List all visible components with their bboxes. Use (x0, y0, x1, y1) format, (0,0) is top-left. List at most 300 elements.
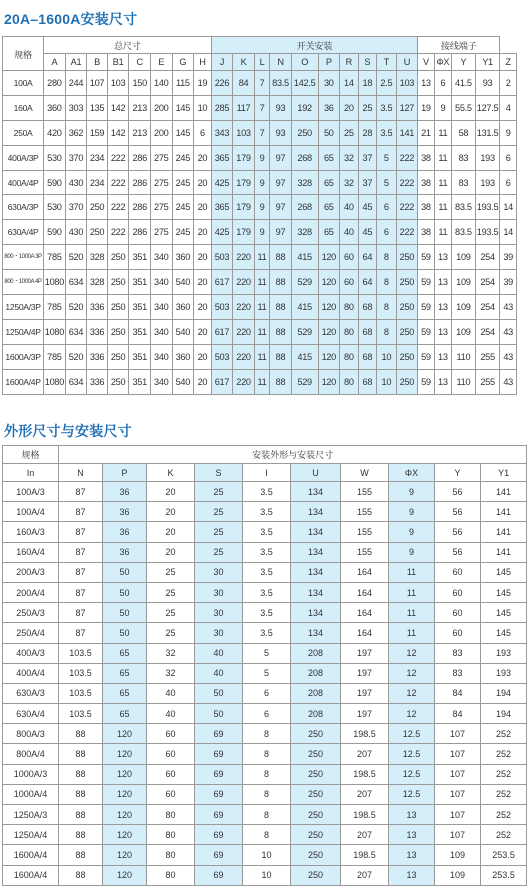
table-cell: 10 (377, 344, 397, 369)
table-cell: 10 (243, 865, 291, 885)
table-cell: 145 (172, 95, 194, 120)
table-cell: 351 (129, 369, 151, 394)
table-cell: 103 (396, 71, 418, 96)
table-cell: 220 (233, 369, 255, 394)
outline-size-table (2, 445, 527, 886)
table-row (3, 582, 527, 602)
table-cell: 193.5 (475, 195, 500, 220)
table-row (3, 643, 527, 663)
table-cell: 107 (435, 764, 481, 784)
table-cell: 245 (172, 220, 194, 245)
table-cell: 30 (195, 623, 243, 643)
table-cell: 45 (358, 220, 377, 245)
table-row (3, 502, 527, 522)
table-cell: 20 (194, 245, 212, 270)
table-cell: 1080 (44, 270, 66, 295)
table-cell: 13 (389, 845, 435, 865)
table-cell: 6 (243, 683, 291, 703)
table-cell: 286 (129, 170, 151, 195)
table-cell: 340 (150, 369, 172, 394)
table-cell: 11 (434, 145, 451, 170)
table-cell: 12.5 (389, 764, 435, 784)
table-cell: 245 (172, 195, 194, 220)
table-cell: 365 (211, 145, 233, 170)
table-cell: 117 (233, 95, 255, 120)
table-cell: 20 (194, 295, 212, 320)
table-cell: 617 (211, 369, 233, 394)
table-cell: 3.5 (243, 562, 291, 582)
table-cell: 286 (129, 220, 151, 245)
table-cell: 50 (103, 623, 147, 643)
table-cell: 56 (435, 542, 481, 562)
col-header: L (254, 54, 269, 71)
col-header: K (147, 464, 195, 482)
table-cell: 220 (233, 245, 255, 270)
table-cell: 69 (195, 764, 243, 784)
table-cell: 370 (65, 145, 87, 170)
table-cell: 193 (475, 170, 500, 195)
table-cell: 250 (396, 295, 418, 320)
table-cell: 351 (129, 319, 151, 344)
table-cell: 83 (452, 170, 476, 195)
table-cell: 9 (254, 145, 269, 170)
table-cell: 634 (65, 369, 87, 394)
table-cell: 25 (147, 603, 195, 623)
table-cell: 9 (389, 542, 435, 562)
table-cell: 13 (434, 270, 451, 295)
table-cell: 250 (291, 724, 341, 744)
row-spec: 160A (3, 95, 44, 120)
col-header: R (340, 54, 359, 71)
table-cell: 12 (389, 704, 435, 724)
table-cell: 83 (435, 663, 481, 683)
table-cell: 109 (435, 865, 481, 885)
table-cell: 141 (481, 502, 527, 522)
col-header: G (172, 54, 194, 71)
table-cell: 220 (233, 344, 255, 369)
table-cell: 80 (340, 319, 359, 344)
table-cell: 6 (243, 704, 291, 724)
table-cell: 12.5 (389, 724, 435, 744)
table-row (3, 805, 527, 825)
table-cell: 617 (211, 319, 233, 344)
terminal-header: 接线端子 (418, 37, 500, 54)
table-cell: 3.5 (377, 120, 397, 145)
table-cell: 20 (194, 344, 212, 369)
row-spec: 1250A/3P (3, 295, 44, 320)
table-cell: 11 (254, 295, 269, 320)
table-cell: 68 (358, 295, 377, 320)
table-cell: 222 (396, 145, 418, 170)
table-cell: 145 (481, 582, 527, 602)
table-cell: 107 (87, 71, 108, 96)
table-row (3, 845, 527, 865)
table-cell: 30 (318, 71, 340, 96)
table-cell: 65 (318, 145, 340, 170)
table-cell: 135 (87, 95, 108, 120)
table-cell: 39 (500, 270, 517, 295)
row-spec: 1000A/4 (3, 784, 59, 804)
table-cell: 32 (340, 145, 359, 170)
table-cell: 8 (243, 805, 291, 825)
table-cell: 634 (65, 319, 87, 344)
table-cell: 69 (195, 724, 243, 744)
overall-size-header: 总尺寸 (44, 37, 212, 54)
table-cell: 9 (254, 220, 269, 245)
table-row (3, 295, 517, 320)
row-spec: 250A/3 (3, 603, 59, 623)
table-cell: 64 (358, 245, 377, 270)
table-cell: 28 (358, 120, 377, 145)
table-cell: 234 (87, 145, 108, 170)
table-cell: 32 (147, 663, 195, 683)
table-cell: 250 (107, 270, 129, 295)
table-cell: 5 (377, 145, 397, 170)
table-cell: 303 (65, 95, 87, 120)
table-cell: 617 (211, 270, 233, 295)
table-cell: 370 (65, 195, 87, 220)
table-cell: 127.5 (475, 95, 500, 120)
col-header: B1 (107, 54, 129, 71)
table-cell: 197 (341, 643, 389, 663)
col-header: ΦX (434, 54, 451, 71)
table-cell: 8 (377, 295, 397, 320)
table-cell: 250 (291, 825, 341, 845)
col-header: H (194, 54, 212, 71)
table-row (3, 245, 517, 270)
table-row (3, 319, 517, 344)
table-cell: 1080 (44, 369, 66, 394)
table-row (3, 95, 517, 120)
table-cell: 286 (129, 145, 151, 170)
table-cell: 336 (87, 295, 108, 320)
table-cell: 7 (254, 71, 269, 96)
table-cell: 80 (147, 845, 195, 865)
col-header: N (270, 54, 292, 71)
col-header: W (341, 464, 389, 482)
table-cell: 785 (44, 295, 66, 320)
table-cell: 80 (340, 369, 359, 394)
table-cell: 529 (291, 369, 318, 394)
table-cell: 340 (150, 270, 172, 295)
table-cell: 115 (172, 71, 194, 96)
row-spec: 200A/4 (3, 582, 59, 602)
table-cell: 8 (377, 270, 397, 295)
table-cell: 25 (358, 95, 377, 120)
table-cell: 245 (172, 170, 194, 195)
table-cell: 69 (195, 845, 243, 865)
table-cell: 80 (340, 295, 359, 320)
table-cell: 120 (103, 744, 147, 764)
table-cell: 120 (318, 344, 340, 369)
row-spec: 1600A/4P (3, 369, 44, 394)
table-cell: 83.5 (270, 71, 292, 96)
table-cell: 83 (452, 145, 476, 170)
table-cell: 6 (500, 170, 517, 195)
table-cell: 88 (270, 270, 292, 295)
col-header: O (291, 54, 318, 71)
table-cell: 220 (233, 270, 255, 295)
table-cell: 3.5 (243, 542, 291, 562)
table-cell: 208 (291, 683, 341, 703)
table-cell: 197 (341, 704, 389, 724)
table-cell: 50 (195, 704, 243, 724)
table-cell: 207 (341, 744, 389, 764)
table-cell: 207 (341, 825, 389, 845)
table-cell: 68 (358, 344, 377, 369)
table-cell: 20 (194, 220, 212, 245)
table-cell: 107 (435, 744, 481, 764)
table-cell: 200 (150, 120, 172, 145)
table-cell: 362 (65, 120, 87, 145)
table-cell: 65 (103, 663, 147, 683)
table-cell: 84 (435, 683, 481, 703)
table-cell: 103 (107, 71, 129, 96)
row-spec: 630A/4P (3, 220, 44, 245)
table-cell: 10 (194, 95, 212, 120)
table-cell: 56 (435, 522, 481, 542)
table-cell: 285 (211, 95, 233, 120)
table-cell: 222 (107, 195, 129, 220)
table-cell: 59 (418, 270, 434, 295)
table-cell: 37 (358, 145, 377, 170)
table-cell: 80 (147, 805, 195, 825)
table-cell: 40 (340, 195, 359, 220)
table-cell: 25 (340, 120, 359, 145)
table-cell: 88 (270, 369, 292, 394)
row-spec: 800・1000A 3P (3, 245, 44, 270)
table-cell: 142 (107, 95, 129, 120)
table-cell: 141 (481, 542, 527, 562)
table-cell: 415 (291, 245, 318, 270)
table-cell: 120 (318, 295, 340, 320)
table-cell: 107 (435, 784, 481, 804)
table-cell: 38 (418, 195, 434, 220)
row-spec: 800A/3 (3, 724, 59, 744)
table-cell: 13 (389, 865, 435, 885)
table-cell: 9 (434, 95, 451, 120)
row-spec: 250A (3, 120, 44, 145)
table-cell: 9 (389, 482, 435, 502)
table-cell: 198.5 (341, 724, 389, 744)
table-cell: 59 (418, 344, 434, 369)
table-cell: 194 (481, 704, 527, 724)
table-cell: 55.5 (452, 95, 476, 120)
table-cell: 244 (65, 71, 87, 96)
switch-mount-header: 开关安装 (211, 37, 418, 54)
table-cell: 20 (147, 542, 195, 562)
table-cell: 20 (194, 270, 212, 295)
table-cell: 328 (291, 170, 318, 195)
table-cell: 9 (254, 170, 269, 195)
table-cell: 255 (475, 369, 500, 394)
table-cell: 10 (243, 845, 291, 865)
table-cell: 430 (65, 220, 87, 245)
table-cell: 88 (270, 295, 292, 320)
table-cell: 254 (475, 295, 500, 320)
table-cell: 19 (418, 95, 434, 120)
table-cell: 68 (358, 319, 377, 344)
table-cell: 268 (291, 145, 318, 170)
row-spec: 400A/3 (3, 643, 59, 663)
table-cell: 3.5 (243, 582, 291, 602)
table-cell: 68 (358, 369, 377, 394)
table-cell: 50 (318, 120, 340, 145)
installation-size-table (2, 36, 517, 395)
table-cell: 222 (396, 170, 418, 195)
table-cell: 179 (233, 145, 255, 170)
table-cell: 179 (233, 170, 255, 195)
table-cell: 13 (434, 369, 451, 394)
table-cell: 213 (129, 120, 151, 145)
table-cell: 253.5 (481, 865, 527, 885)
table-cell: 20 (194, 319, 212, 344)
table-row (3, 784, 527, 804)
table-cell: 145 (481, 603, 527, 623)
table-cell: 145 (172, 120, 194, 145)
table-cell: 4 (500, 95, 517, 120)
table-cell: 9 (500, 120, 517, 145)
table-cell: 107 (435, 805, 481, 825)
table-cell: 360 (172, 245, 194, 270)
table-row (3, 369, 517, 394)
table-cell: 134 (291, 623, 341, 643)
table-cell: 120 (318, 245, 340, 270)
table-cell: 87 (59, 502, 103, 522)
table-cell: 25 (195, 522, 243, 542)
table-row (3, 145, 517, 170)
table-cell: 785 (44, 344, 66, 369)
col-header: Y1 (481, 464, 527, 482)
row-spec: 630A/3P (3, 195, 44, 220)
table1-title: 20A–1600A安装尺寸 (4, 11, 138, 27)
table-cell: 1080 (44, 319, 66, 344)
table-cell: 6 (377, 220, 397, 245)
table-cell: 80 (147, 865, 195, 885)
table-cell: 142 (107, 120, 129, 145)
table-cell: 43 (500, 344, 517, 369)
table-row (3, 562, 527, 582)
table-cell: 222 (396, 195, 418, 220)
table-cell: 250 (291, 120, 318, 145)
table-cell: 145 (481, 562, 527, 582)
table-cell: 60 (147, 764, 195, 784)
row-spec: 400A/4 (3, 663, 59, 683)
table-cell: 87 (59, 603, 103, 623)
col-header: B (87, 54, 108, 71)
table-cell: 634 (65, 270, 87, 295)
col-header: ΦX (389, 464, 435, 482)
table-cell: 155 (341, 522, 389, 542)
table-cell: 255 (475, 344, 500, 369)
col-header: A1 (65, 54, 87, 71)
table-cell: 208 (291, 704, 341, 724)
table-cell: 252 (481, 825, 527, 845)
col-header: N (59, 464, 103, 482)
table-cell: 250 (396, 245, 418, 270)
table-row (3, 663, 527, 683)
table-cell: 13 (434, 319, 451, 344)
table-cell: 65 (318, 170, 340, 195)
table-cell: 8 (243, 825, 291, 845)
table-cell: 14 (500, 195, 517, 220)
table-cell: 250 (107, 245, 129, 270)
col-header: A (44, 54, 66, 71)
table-cell: 50 (103, 603, 147, 623)
col-header: P (318, 54, 340, 71)
table-cell: 87 (59, 482, 103, 502)
table-cell: 415 (291, 295, 318, 320)
table-cell: 360 (44, 95, 66, 120)
table-cell: 9 (389, 502, 435, 522)
table-cell: 110 (452, 369, 476, 394)
table-cell: 120 (318, 270, 340, 295)
table-cell: 252 (481, 744, 527, 764)
table-cell: 109 (452, 295, 476, 320)
table-cell: 590 (44, 220, 66, 245)
table-cell: 83.5 (452, 220, 476, 245)
table-cell: 13 (434, 245, 451, 270)
table-cell: 254 (475, 270, 500, 295)
table-cell: 59 (418, 245, 434, 270)
table-cell: 3.5 (243, 623, 291, 643)
table-cell: 30 (195, 582, 243, 602)
table-cell: 530 (44, 195, 66, 220)
table-cell: 20 (194, 369, 212, 394)
table-row (3, 724, 527, 744)
table-cell: 12 (389, 643, 435, 663)
table-cell: 250 (291, 764, 341, 784)
table-cell: 80 (147, 825, 195, 845)
table-cell: 222 (107, 220, 129, 245)
table-cell: 198.5 (341, 764, 389, 784)
table-cell: 194 (481, 683, 527, 703)
table-cell: 87 (59, 582, 103, 602)
table-cell: 142.5 (291, 71, 318, 96)
table-cell: 12.5 (389, 744, 435, 764)
table-cell: 88 (59, 805, 103, 825)
table-cell: 785 (44, 245, 66, 270)
table-cell: 25 (147, 582, 195, 602)
table-row (3, 683, 527, 703)
table-cell: 220 (233, 295, 255, 320)
table-cell: 5 (377, 170, 397, 195)
row-spec: 100A/3 (3, 482, 59, 502)
table-cell: 328 (87, 270, 108, 295)
table-cell: 20 (147, 522, 195, 542)
table-cell: 12.5 (389, 784, 435, 804)
table-cell: 8 (243, 744, 291, 764)
table-cell: 39 (500, 245, 517, 270)
row-spec: 1250A/3 (3, 805, 59, 825)
col-header: J (211, 54, 233, 71)
col-header: C (129, 54, 151, 71)
table-cell: 60 (435, 582, 481, 602)
table-cell: 87 (59, 542, 103, 562)
table-cell: 7 (254, 120, 269, 145)
table-cell: 120 (318, 319, 340, 344)
col-header: T (377, 54, 397, 71)
table-cell: 360 (172, 295, 194, 320)
table-cell: 3.5 (243, 603, 291, 623)
table-cell: 87 (59, 623, 103, 643)
table-cell: 69 (195, 784, 243, 804)
table-cell: 420 (44, 120, 66, 145)
table-cell: 252 (481, 805, 527, 825)
table-cell: 193 (481, 643, 527, 663)
table-cell: 93 (270, 95, 292, 120)
table-cell: 134 (291, 502, 341, 522)
